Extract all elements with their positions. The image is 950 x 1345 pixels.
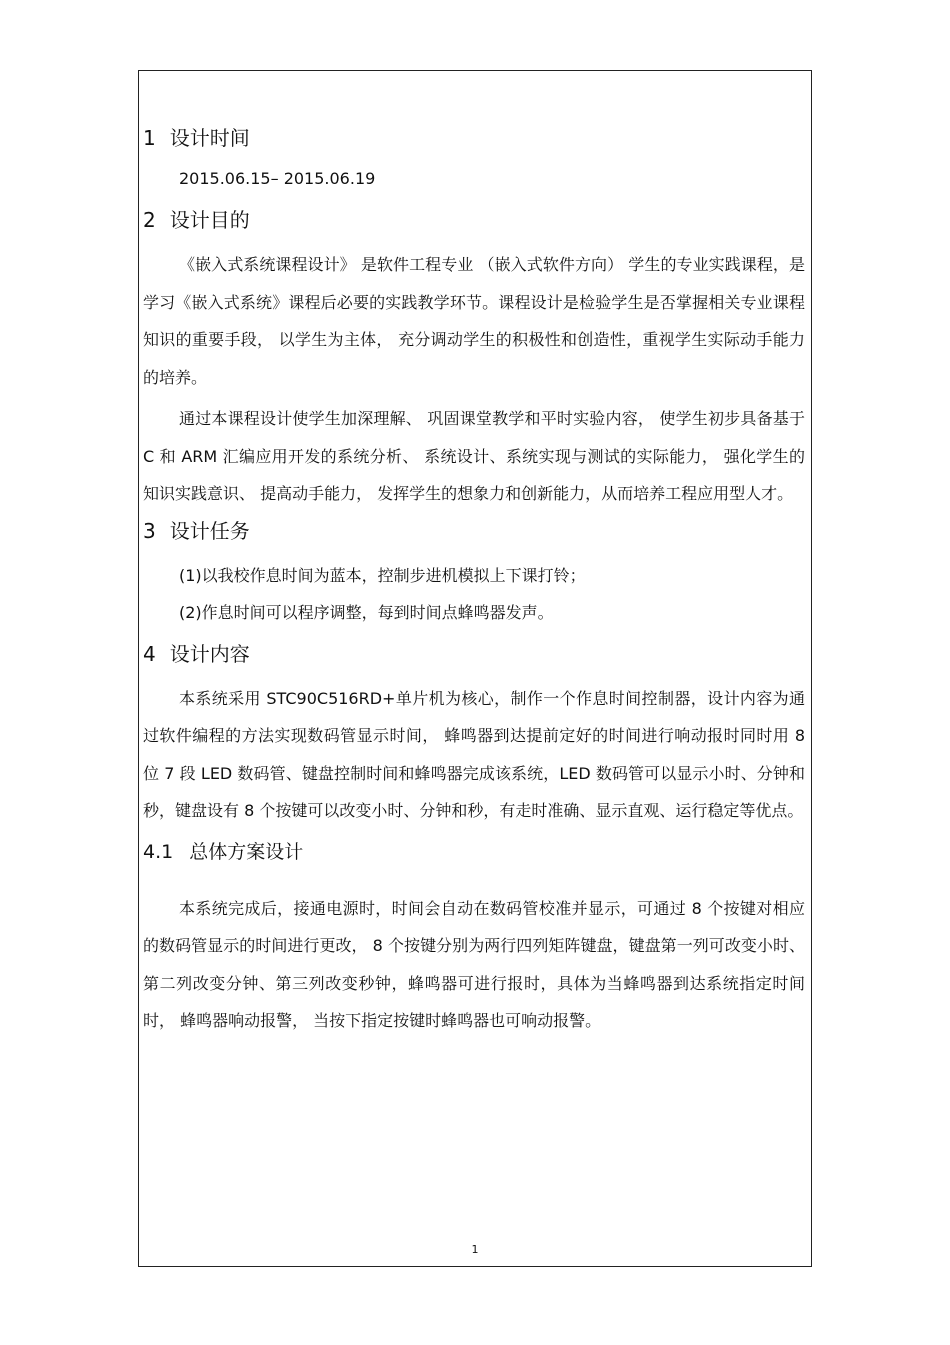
section-4-1-title: 总体方案设计: [189, 840, 304, 863]
section-2-paragraph-1: 《嵌入式系统课程设计》 是软件工程专业 （嵌入式软件方向） 学生的专业实践课程，是学习《嵌入式系统》课程后必要的实践教学环节。课程设计是检验学生是否掌握相关专业课程知识的重要手段， 以学生为主体， 充分调动学生的积极性和创造性，重视学生实际动手能力的培养。: [143, 255, 805, 387]
section-1-heading: [143, 124, 805, 152]
task-item-2: (2)作息时间可以程序调整，每到时间点蜂鸣器发声。: [179, 603, 554, 622]
section-2-title: 设计目的: [169, 208, 250, 232]
task-item-1: (1)以我校作息时间为蓝本，控制步进机模拟上下课打铃；: [179, 565, 586, 585]
section-3-title: 设计任务: [169, 518, 250, 543]
section-4-title: 设计内容: [169, 641, 250, 666]
section-4-1-paragraph-1: 本系统完成后，接通电源时，时间会自动在数码管校准并显示，可通过 8 个按键对相应的数码管显示的时间进行更改， 8 个按键分别为两行四列矩阵键盘，键盘第一列可改变小时、第二列改变分钟、第三列改变秒钟，蜂鸣器可进行报时，具体为当蜂鸣器到达系统指定时间时， 蜂鸣器响动报警， 当按下指定按键时蜂鸣器也可响动报警。: [143, 898, 805, 1030]
section-2-number: 2: [143, 208, 156, 232]
section-1-number: 1: [143, 126, 156, 150]
section-4-1-heading: [143, 838, 805, 866]
section-4-number: 4: [143, 641, 156, 666]
section-4-1-number: 4.1: [143, 840, 174, 863]
section-4-heading: [143, 640, 805, 668]
section-4-paragraph-1: 本系统采用 STC90C516RD+单片机为核心，制作一个作息时间控制器，设计内容为通过软件编程的方法实现数码管显示时间， 蜂鸣器到达提前定好的时间进行响动报时同时用 8 位 7 段 LED 数码管、键盘控制时间和蜂鸣器完成该系统，LED 数码管可以显示小时、分钟和秒，键盘设有 8 个按键可以改变小时、分钟和秒，有走时准确、显示直观、运行稳定等优点。: [143, 688, 805, 820]
section-2-paragraph-2: 通过本课程设计使学生加深理解、 巩固课堂教学和平时实验内容， 使学生初步具备基于 C 和 ARM 汇编应用开发的系统分析、 系统设计、系统实现与测试的实际能力， 强化学生的知识实践意识、 提高动手能力， 发挥学生的想象力和创新能力，从而培养工程应用型人才。: [143, 409, 805, 503]
section-3-heading: [143, 517, 805, 545]
design-dates: 2015.06.15– 2015.06.19: [179, 169, 376, 188]
section-2-heading: [143, 206, 805, 234]
document-body: [143, 124, 805, 1044]
page-number: 1: [471, 1243, 479, 1256]
section-3-number: 3: [143, 518, 156, 543]
section-1-title: 设计时间: [169, 126, 250, 150]
